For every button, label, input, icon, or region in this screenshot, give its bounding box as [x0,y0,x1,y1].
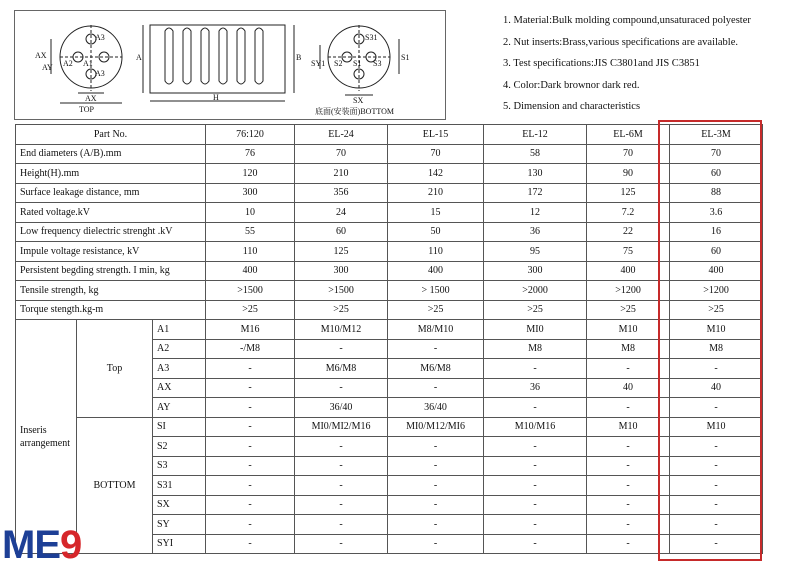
cell-value: -/M8 [206,339,295,359]
cell-value: - [670,456,763,476]
cell-value: - [295,339,388,359]
brand-logo [2,523,112,567]
row-label: Torque stength.kg-m [16,300,206,320]
cell-value: 60 [670,242,763,262]
cell-value: - [484,476,587,496]
cell-value: M8 [670,339,763,359]
cell-value: 125 [295,242,388,262]
row-label: Surface leakage distance, mm [16,183,206,203]
insert-label: A1 [153,320,206,340]
cell-value: 22 [587,222,670,242]
cell-value: - [484,495,587,515]
label-ax-bottom: AX [85,94,97,103]
model-header: EL-15 [388,125,484,145]
cell-value: - [670,495,763,515]
label-sx: SX [353,96,364,105]
header-row [16,125,763,145]
cell-value: M10 [670,417,763,437]
cell-value: 300 [484,261,587,281]
cell-value: - [484,456,587,476]
cell-value: 356 [295,183,388,203]
cell-value: 88 [670,183,763,203]
row-label: Persistent begding strength. I min, kg [16,261,206,281]
cell-value: 7.2 [587,203,670,223]
cell-value: 36/40 [295,398,388,418]
cell-value: M10/M12 [295,320,388,340]
cell-value: MI0/MI2/M16 [295,417,388,437]
cell-value: 70 [295,144,388,164]
cell-value: 300 [206,183,295,203]
model-header: EL-3M [670,125,763,145]
cell-value: - [484,515,587,535]
label-a: A [136,53,142,62]
cell-value: - [587,456,670,476]
insert-label: SY [153,515,206,535]
model-header: EL-24 [295,125,388,145]
cell-value: M8 [484,339,587,359]
cell-value: - [388,339,484,359]
cell-value: 120 [206,164,295,184]
logo-me: ME [2,523,60,567]
insert-label: SI [153,417,206,437]
cell-value: - [670,476,763,496]
cell-value: - [587,437,670,457]
part-no-header: Part No. [16,125,206,145]
cell-value: 210 [295,164,388,184]
spec-item: 5. Dimension and characteristics [503,101,641,113]
cell-value: >25 [587,300,670,320]
table-row [16,164,763,184]
cell-value: - [206,417,295,437]
label-s3: S3 [373,59,382,68]
cell-value: - [295,515,388,535]
label-b: B [296,53,302,62]
cell-value: M16 [206,320,295,340]
cell-value: - [206,359,295,379]
top-caption: TOP [79,105,94,114]
row-label: Impule voltage resistance, kV [16,242,206,262]
cell-value: 400 [587,261,670,281]
cell-value: > 1500 [388,281,484,301]
spec-item: 4. Color:Dark brownor dark red. [503,79,640,91]
cell-value: M10 [587,320,670,340]
cell-value: - [670,437,763,457]
table-row [16,300,763,320]
bottom-caption: 底面(安装面)BOTTOM [315,107,394,116]
label-s2: S2 [334,59,343,68]
cell-value: - [206,437,295,457]
cell-value: 12 [484,203,587,223]
cell-value: >2000 [484,281,587,301]
model-header: EL-12 [484,125,587,145]
cell-value: - [206,398,295,418]
cell-value: - [670,534,763,554]
insert-label: AY [153,398,206,418]
row-label: Height(H).mm [16,164,206,184]
cell-value: M8 [587,339,670,359]
insert-label: SYI [153,534,206,554]
label-a1: A1 [83,59,93,68]
table-row [16,183,763,203]
cell-value: - [206,515,295,535]
spec-item: 1. Material:Bulk molding compound,unsaturaced polyester [503,15,751,26]
label-ay: AY [42,63,53,72]
row-label: Rated voltage.kV [16,203,206,223]
cell-value: 36/40 [388,398,484,418]
insert-label: A3 [153,359,206,379]
cell-value: - [295,456,388,476]
cell-value: - [587,534,670,554]
cell-value: >25 [670,300,763,320]
cell-value: MI0 [484,320,587,340]
cell-value: >25 [206,300,295,320]
cell-value: 55 [206,222,295,242]
technical-drawing [14,10,446,120]
label-s31: S31 [365,33,378,42]
cell-value: 400 [388,261,484,281]
cell-value: MI0/M12/MI6 [388,417,484,437]
label-a3-bottom: A3 [95,69,105,78]
cell-value: >25 [484,300,587,320]
cell-value: - [587,476,670,496]
specifications-list [503,10,798,118]
insert-label: S31 [153,476,206,496]
cell-value: - [670,515,763,535]
cell-value: - [388,437,484,457]
cell-value: 36 [484,378,587,398]
table-row [16,222,763,242]
label-s1-right: S1 [401,53,410,62]
cell-value: - [295,437,388,457]
cell-value: 400 [670,261,763,281]
cell-value: 76 [206,144,295,164]
cell-value: 3.6 [670,203,763,223]
cell-value: M6/M8 [388,359,484,379]
cell-value: - [670,398,763,418]
label-a3-top: A3 [95,33,105,42]
cell-value: - [206,456,295,476]
cell-value: - [484,398,587,418]
insert-label: S2 [153,437,206,457]
label-h: H [213,93,219,102]
cell-value: 90 [587,164,670,184]
characteristics-table [15,124,763,554]
cell-value: - [388,495,484,515]
cell-value: - [388,476,484,496]
cell-value: 70 [587,144,670,164]
cell-value: - [587,359,670,379]
cell-value: M6/M8 [295,359,388,379]
top-group-label: Top [77,320,153,418]
table-row [16,320,763,340]
cell-value: 75 [587,242,670,262]
cell-value: M10/M16 [484,417,587,437]
cell-value: M10 [670,320,763,340]
insert-label: S3 [153,456,206,476]
cell-value: 50 [388,222,484,242]
cell-value: 172 [484,183,587,203]
cell-value: 300 [295,261,388,281]
cell-value: - [388,534,484,554]
spec-item: 3. Test specifications:JIS C3801and JIS C3851 [503,58,700,70]
cell-value: 36 [484,222,587,242]
cell-value: >1200 [670,281,763,301]
cell-value: 16 [670,222,763,242]
side-view [143,25,294,101]
cell-value: 95 [484,242,587,262]
logo-nine: 9 [60,523,82,567]
cell-value: - [295,476,388,496]
cell-value: - [388,456,484,476]
cell-value: 40 [670,378,763,398]
cell-value: - [295,378,388,398]
label-a2: A2 [63,59,73,68]
cell-value: - [484,534,587,554]
cell-value: - [388,378,484,398]
cell-value: M10 [587,417,670,437]
cell-value: 110 [388,242,484,262]
cell-value: >1500 [295,281,388,301]
insert-label: AX [153,378,206,398]
cell-value: - [587,515,670,535]
cell-value: - [206,378,295,398]
cell-value: - [295,495,388,515]
model-header: 76:120 [206,125,295,145]
insert-label: A2 [153,339,206,359]
cell-value: 142 [388,164,484,184]
row-label: Tensile strength, kg [16,281,206,301]
table-row [16,144,763,164]
inserts-arrangement-label: Inseris arrangement [16,320,77,554]
insert-label: SX [153,495,206,515]
cell-value: 70 [670,144,763,164]
cell-value: - [670,359,763,379]
label-ax: AX [35,51,47,60]
cell-value: 60 [670,164,763,184]
cell-value: - [206,476,295,496]
cell-value: - [587,495,670,515]
cell-value: 15 [388,203,484,223]
bottom-group-label: BOTTOM [77,417,153,554]
table-row [16,261,763,281]
table-row [16,242,763,262]
cell-value: >25 [295,300,388,320]
cell-value: 70 [388,144,484,164]
cell-value: 24 [295,203,388,223]
table-body [16,125,763,554]
cell-value: >1500 [206,281,295,301]
cell-value: 125 [587,183,670,203]
cell-value: - [295,534,388,554]
cell-value: - [587,398,670,418]
cell-value: 60 [295,222,388,242]
table-row [16,417,763,437]
cell-value: - [206,495,295,515]
cell-value: 40 [587,378,670,398]
cell-value: >25 [388,300,484,320]
model-header: EL-6M [587,125,670,145]
spec-item: 2. Nut inserts:Brass,various specifications are available. [503,36,739,48]
cell-value: - [388,515,484,535]
label-sy1: SY1 [311,59,326,68]
row-label: Low frequency dielectric strenght .kV [16,222,206,242]
table-row [16,281,763,301]
cell-value: 10 [206,203,295,223]
cell-value: - [484,359,587,379]
cell-value: - [206,534,295,554]
cell-value: 58 [484,144,587,164]
cell-value: 110 [206,242,295,262]
table-row [16,203,763,223]
cell-value: M8/M10 [388,320,484,340]
cell-value: >1200 [587,281,670,301]
row-label: End diameters (A/B).mm [16,144,206,164]
cell-value: 400 [206,261,295,281]
cell-value: 210 [388,183,484,203]
cell-value: 130 [484,164,587,184]
cell-value: - [484,437,587,457]
label-s1: S1 [353,59,362,68]
